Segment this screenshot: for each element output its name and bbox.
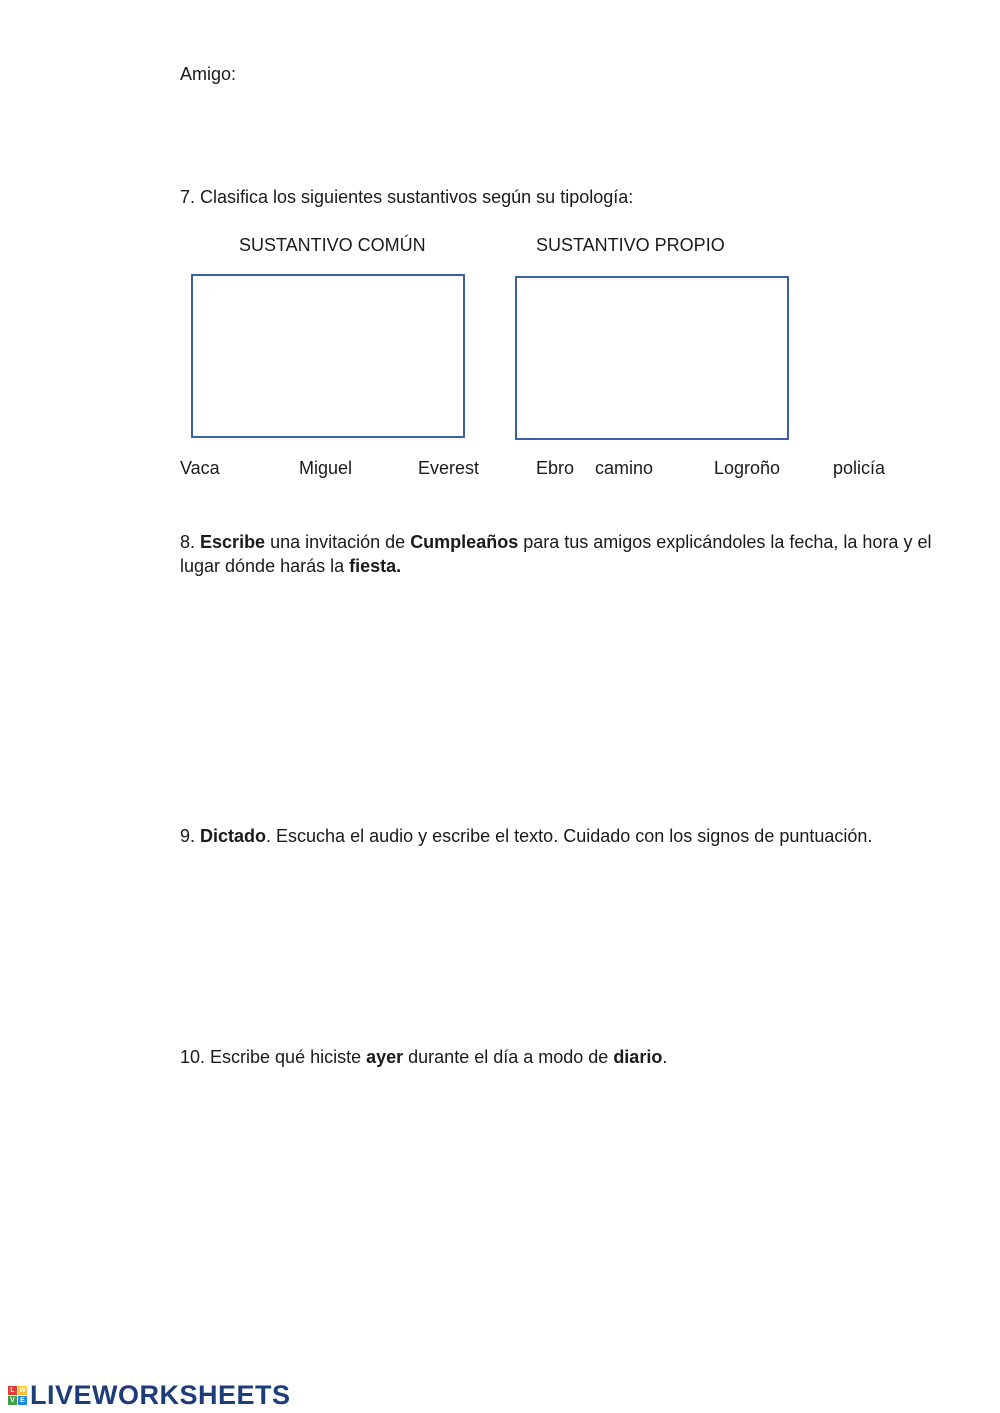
logo-block: W bbox=[19, 1386, 26, 1394]
logo-text: LIVEWORKSHEETS bbox=[30, 1379, 291, 1410]
word-chip[interactable]: policía bbox=[833, 458, 886, 478]
question-8-prompt-line2: lugar dónde harás la fiesta. bbox=[180, 556, 402, 576]
header-sustantivo-comun: SUSTANTIVO COMÚN bbox=[239, 235, 426, 255]
header-sustantivo-propio: SUSTANTIVO PROPIO bbox=[536, 235, 725, 255]
question-8-prompt-line1: 8. Escribe una invitación de Cumpleaños para tus amigos explicándoles la fecha, la hora y el bbox=[180, 532, 932, 552]
question-9-prompt: 9. Dictado. Escucha el audio y escribe el texto. Cuidado con los signos de puntuación. bbox=[180, 826, 873, 846]
sustantivo-comun-dropzone[interactable] bbox=[191, 274, 465, 438]
logo-block: E bbox=[18, 1396, 27, 1405]
logo-blocks-icon bbox=[8, 1386, 27, 1405]
word-chip[interactable]: Vaca bbox=[180, 458, 220, 478]
sustantivo-propio-dropzone[interactable] bbox=[515, 276, 789, 440]
amigo-label: Amigo: bbox=[180, 64, 237, 84]
word-chip[interactable]: camino bbox=[595, 458, 654, 478]
logo-block: L bbox=[8, 1386, 17, 1395]
liveworksheets-logo bbox=[8, 1380, 291, 1410]
word-chip[interactable]: Miguel bbox=[299, 458, 353, 478]
question-7-prompt: 7. Clasifica los siguientes sustantivos según su tipología: bbox=[180, 187, 634, 207]
logo-block: V bbox=[8, 1396, 17, 1405]
question-10-prompt: 10. Escribe qué hiciste ayer durante el día a modo de diario. bbox=[180, 1047, 668, 1067]
word-chip[interactable]: Logroño bbox=[714, 458, 781, 478]
word-chip[interactable]: Ebro bbox=[536, 458, 575, 478]
word-chip[interactable]: Everest bbox=[418, 458, 480, 478]
